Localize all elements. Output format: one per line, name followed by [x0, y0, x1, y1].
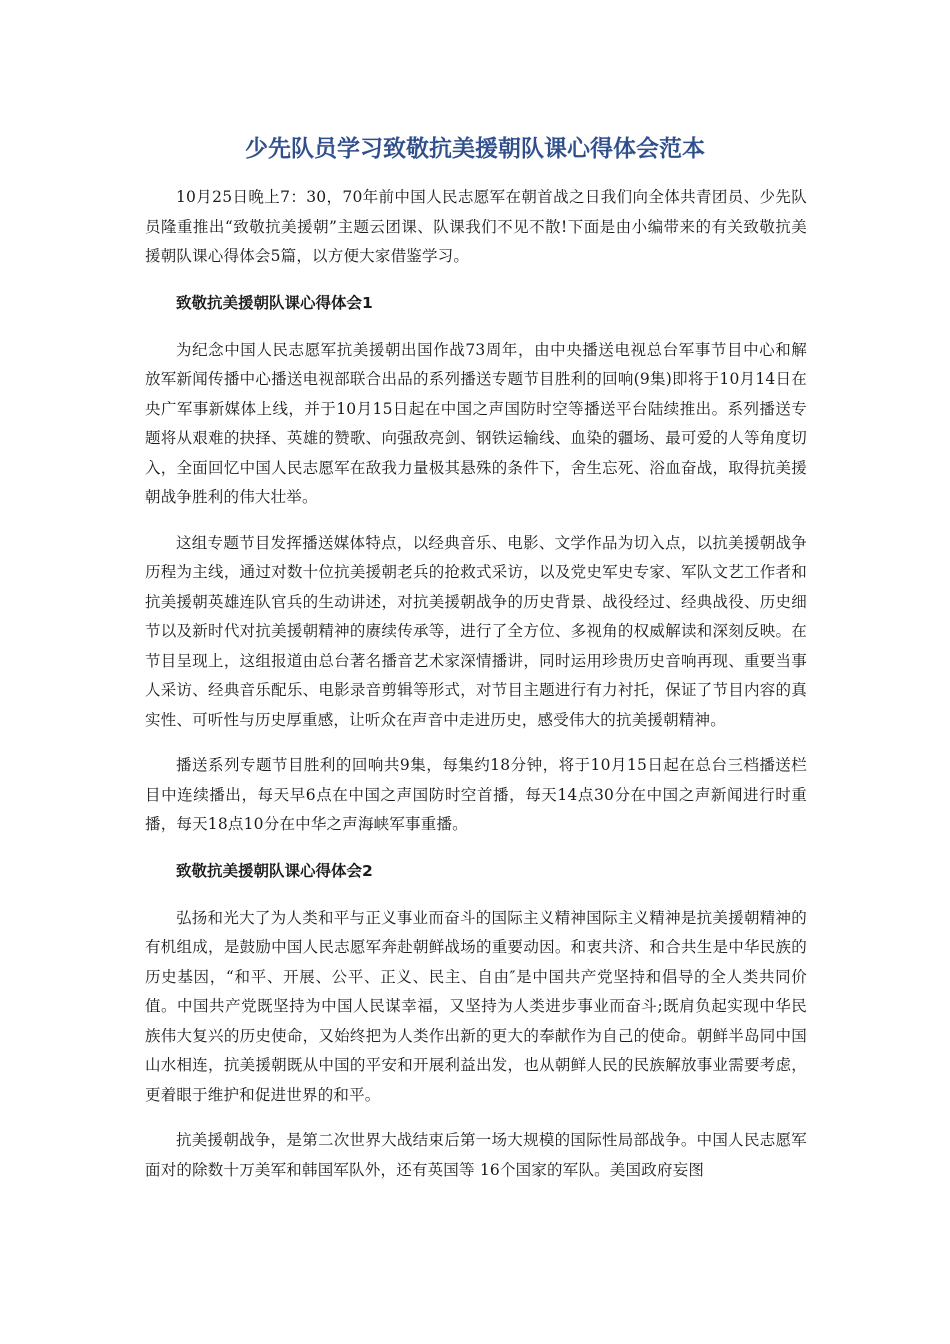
section-heading: 致敬抗美援朝队课心得体会1	[176, 293, 373, 312]
section-2	[145, 856, 807, 1186]
intro-paragraph: 10月25日晚上7：30，70年前中国人民志愿军在朝首战之日我们向全体共青团员、少先队员隆重推出“致敬抗美援朝”主题云团课、队课我们不见不散!下面是由小编带来的有关致敬抗美援朝队课心得体会5篇，以方便大家借鉴学习。	[145, 188, 807, 265]
body-paragraph: 播送系列专题节目胜利的回响共9集，每集约18分钟，将于10月15日起在总台三档播送栏目中连续播出，每天早6点在中国之声国防时空首播，每天14点30分在中国之声新闻进行时重播，每天18点10分在中华之声海峡军事重播。	[145, 756, 807, 833]
body-paragraph: 为纪念中国人民志愿军抗美援朝出国作战73周年，由中央播送电视总台军事节目中心和解放军新闻传播中心播送电视部联合出品的系列播送专题节目胜利的回响(9集)即将于10月14日在央广军事新媒体上线，并于10月15日起在中国之声国防时空等播送平台陆续推出。系列播送专题将从艰难的抉择、英雄的赞歌、向强敌亮剑、钢铁运输线、血染的疆场、最可爱的人等角度切入，全面回忆中国人民志愿军在敌我力量极其悬殊的条件下，舍生忘死、浴血奋战，取得抗美援朝战争胜利的伟大壮举。	[145, 340, 807, 506]
section-heading: 致敬抗美援朝队课心得体会2	[176, 861, 373, 880]
document-body	[145, 183, 807, 1201]
section-1	[145, 288, 807, 840]
body-paragraph: 抗美援朝战争，是第二次世界大战结束后第一场大规模的国际性局部战争。中国人民志愿军面对的除数十万美军和韩国军队外，还有英国等 16个国家的军队。美国政府妄图	[145, 1131, 807, 1179]
page-title: 少先队员学习致敬抗美援朝队课心得体会范本	[245, 136, 705, 162]
body-paragraph: 这组专题节目发挥播送媒体特点，以经典音乐、电影、文学作品为切入点，以抗美援朝战争历程为主线，通过对数十位抗美援朝老兵的抢救式采访，以及党史军史专家、军队文艺工作者和抗美援朝英雄连队官兵的生动讲述，对抗美援朝战争的历史背景、战役经过、经典战役、历史细节以及新时代对抗美援朝精神的赓续传承等，进行了全方位、多视角的权威解读和深刻反映。在节目呈现上，这组报道由总台著名播音艺术家深情播讲，同时运用珍贵历史音响再现、重要当事人采访、经典音乐配乐、电影录音剪辑等形式，对节目主题进行有力衬托，保证了节目内容的真实性、可听性与历史厚重感，让听众在声音中走进历史，感受伟大的抗美援朝精神。	[145, 533, 807, 729]
body-paragraph: 弘扬和光大了为人类和平与正义事业而奋斗的国际主义精神国际主义精神是抗美援朝精神的有机组成，是鼓励中国人民志愿军奔赴朝鲜战场的重要动因。和衷共济、和合共生是中华民族的历史基因，“和平、开展、公平、正义、民主、自由″是中国共产党坚持和倡导的全人类共同价值。中国共产党既坚持为中国人民谋幸福，又坚持为人类进步事业而奋斗;既肩负起实现中华民族伟大复兴的历史使命，又始终把为人类作出新的更大的奉献作为自己的使命。朝鲜半岛同中国山水相连，抗美援朝既从中国的平安和开展利益出发，也从朝鲜人民的民族解放事业需要考虑，更着眼于维护和促进世界的和平。	[145, 908, 807, 1104]
